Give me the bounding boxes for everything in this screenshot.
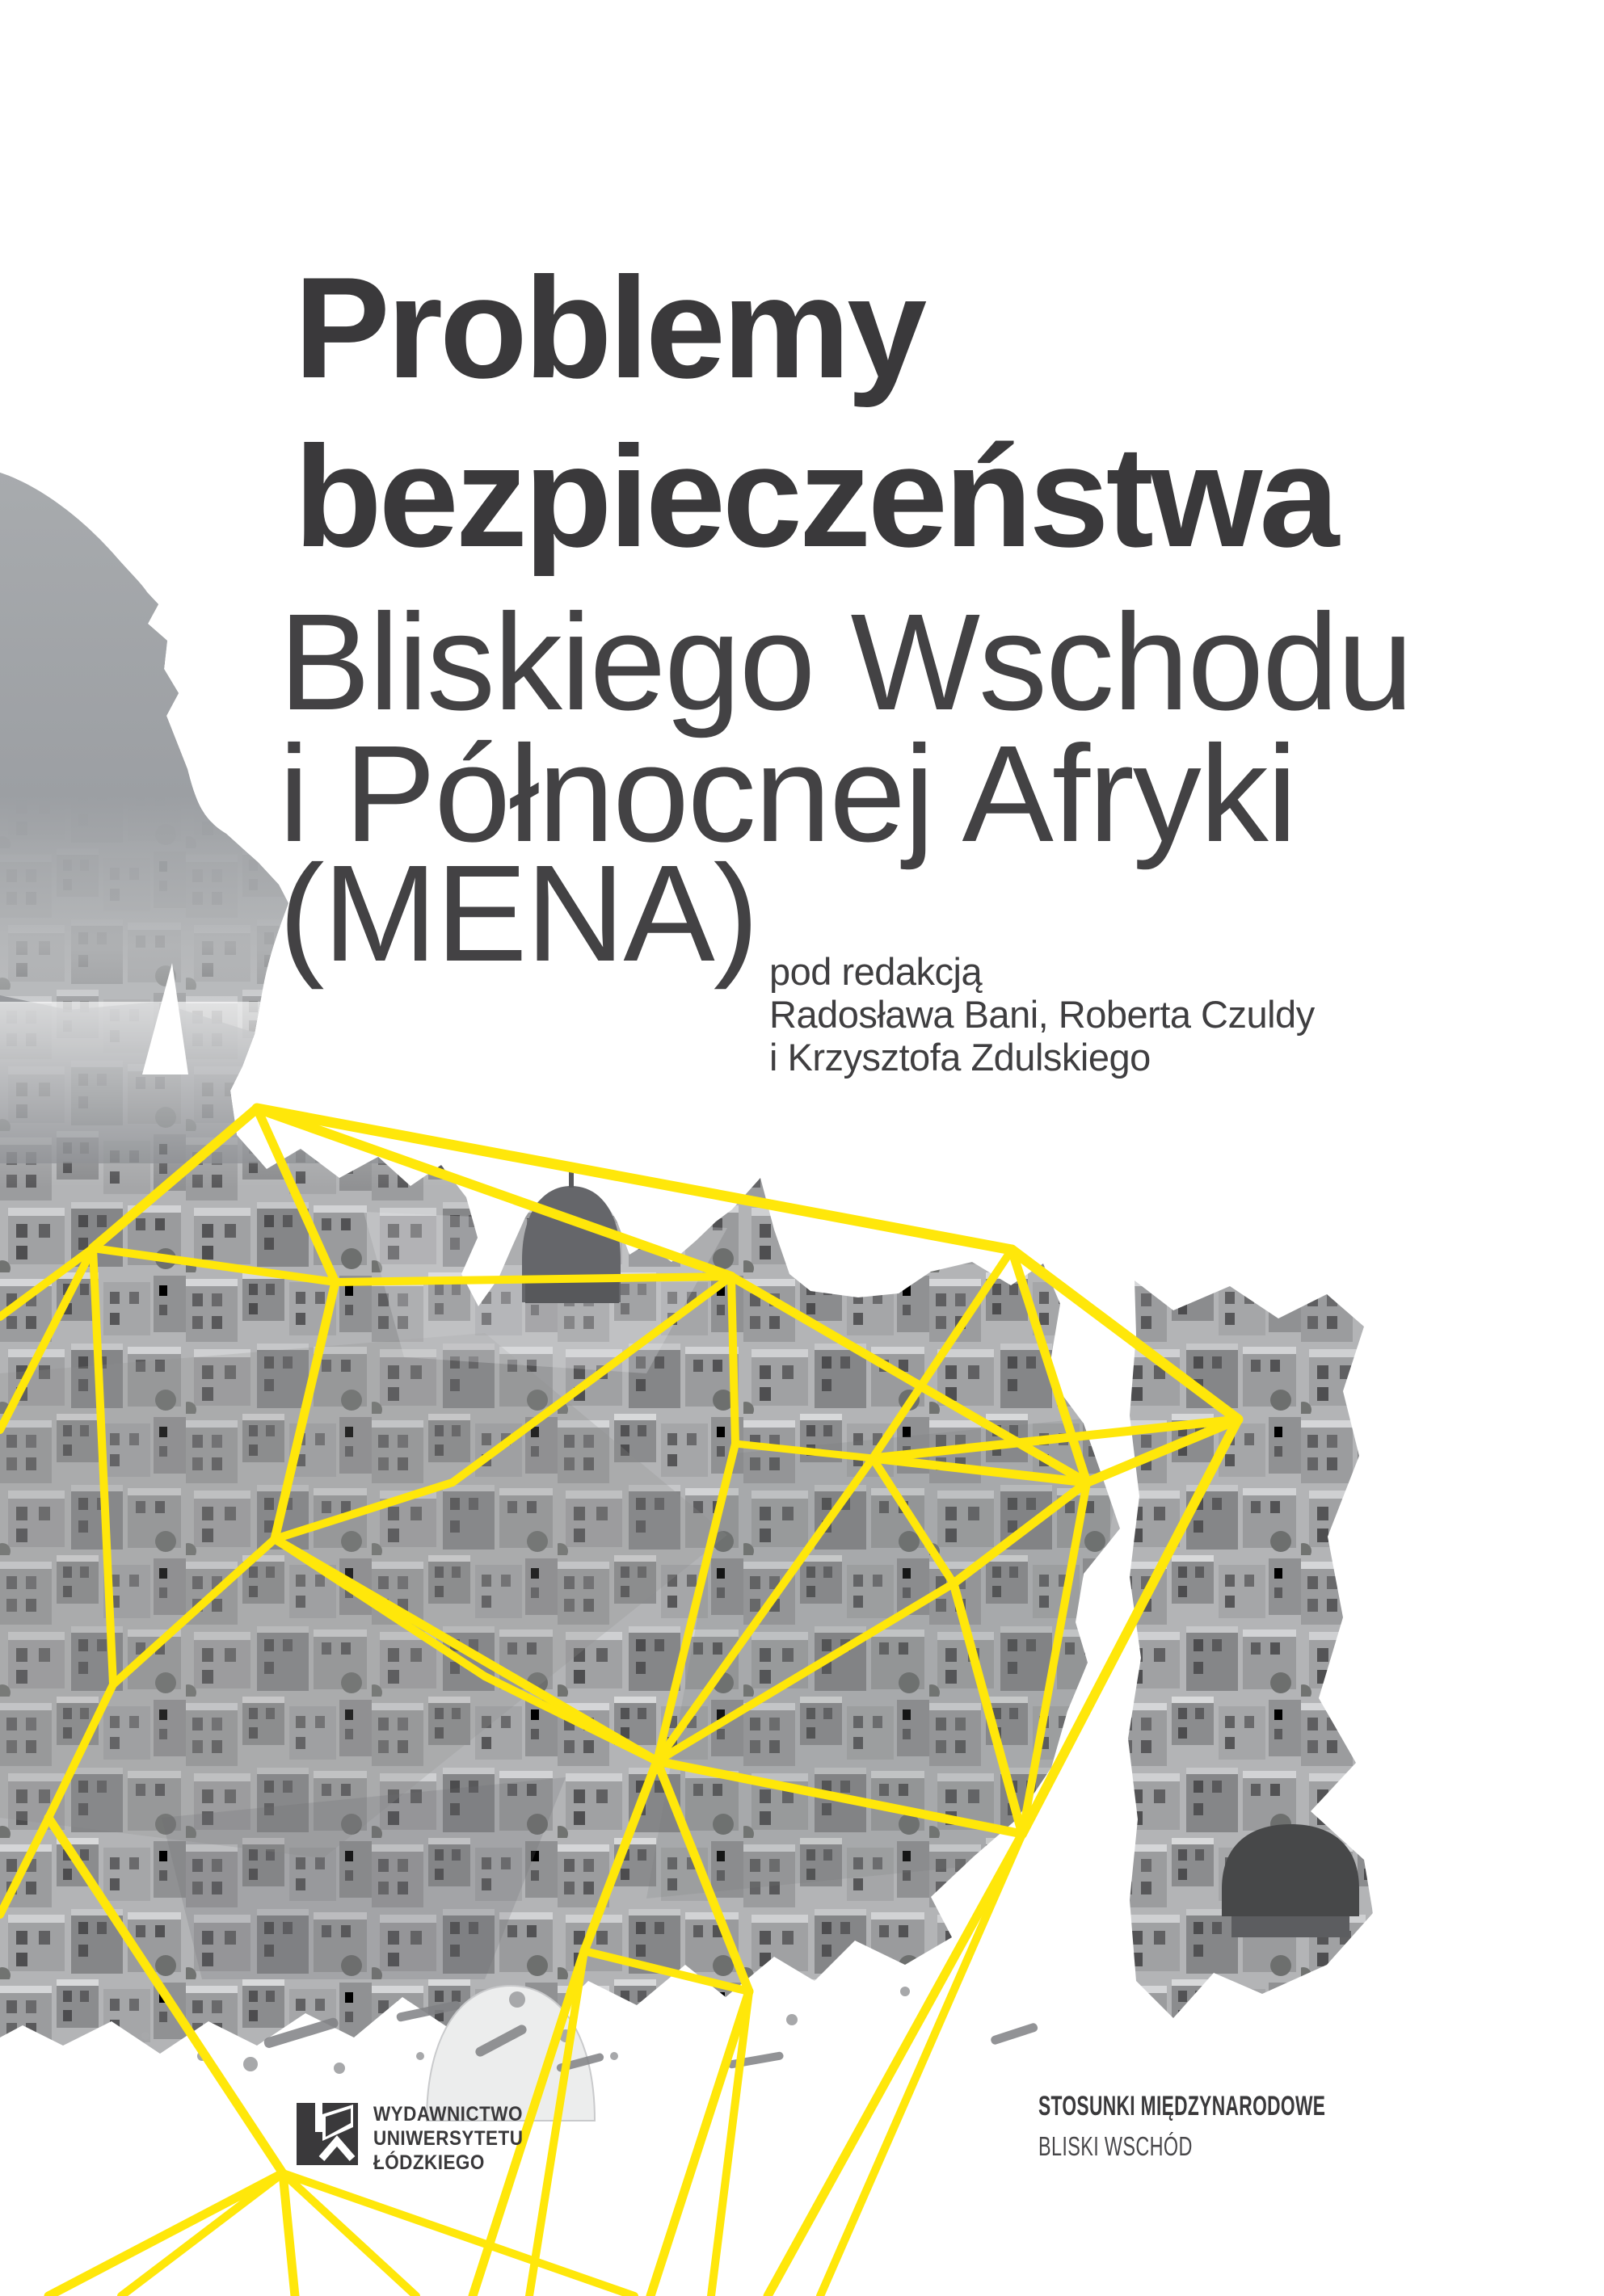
mosque-dome-right-icon [1222,1824,1359,1937]
editors-line-3: i Krzysztofa Zdulskiego [769,1036,1151,1079]
subtitle-line-1: Bliskiego Wschodu [279,586,1412,739]
publisher-line-1: WYDAWNICTWO [373,2103,523,2126]
series-subtitle: BLISKI WSCHÓD [1038,2131,1193,2161]
publisher-line-2: UNIWERSYTETU [373,2127,524,2150]
mesh-edge [283,2173,416,2296]
mesh-edge [283,2173,295,2296]
mesh-edge [650,1991,749,2296]
subtitle-line-2: i Północnej Afryki [279,717,1296,871]
city-photo-right-mass [1128,1280,1373,2018]
editors-line-2: Radosława Bani, Roberta Czuldy [769,993,1315,1037]
publisher-line-3: ŁÓDZKIEGO [373,2151,485,2174]
publisher-name [373,2102,523,2175]
subtitle-line-3: (MENA) [279,837,758,990]
mesh-edge [121,2173,283,2296]
title-line-2: bezpieczeństwa [294,416,1337,577]
series-title: STOSUNKI MIĘDZYNARODOWE [1038,2091,1326,2121]
mesh-edge [283,2173,634,2296]
uniwersytet-lodzki-logo-icon [297,2103,358,2165]
mesh-edge [335,1276,731,1282]
mesh-edge [48,2173,283,2296]
editors-block [769,950,1315,1079]
mesh-edge [731,1276,735,1444]
editors-line-1: pod redakcją [769,950,983,993]
series-block [1038,2091,1467,2162]
title-line-1: Problemy [294,247,924,408]
